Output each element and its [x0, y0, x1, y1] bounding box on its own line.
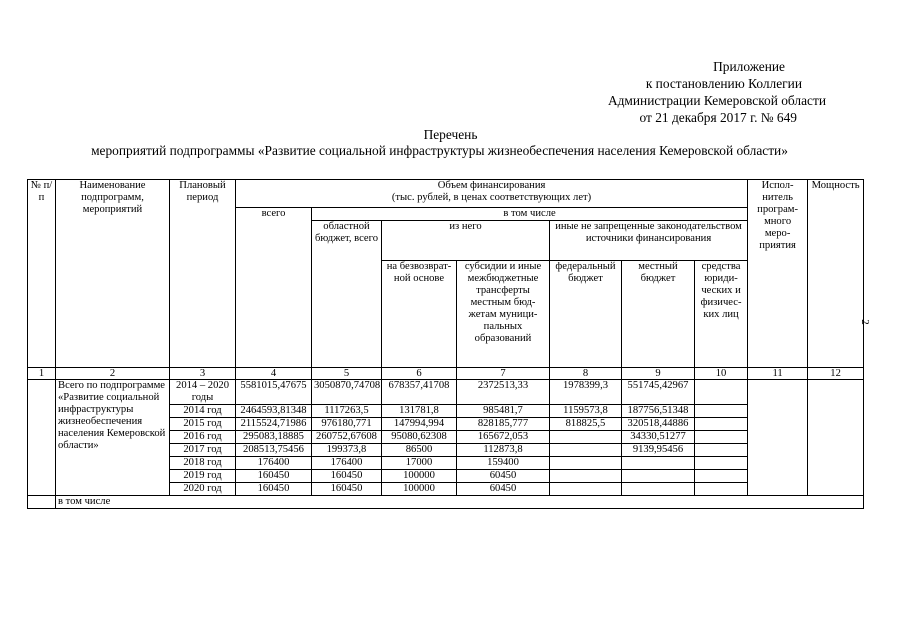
- column-numbers-row: [28, 368, 864, 380]
- subsidies-cell: 60450: [457, 470, 550, 483]
- federal-cell: [550, 470, 622, 483]
- federal-cell: 818825,5: [550, 418, 622, 431]
- legal-cell: [695, 470, 748, 483]
- local-cell: 9139,95456: [622, 444, 695, 457]
- header-funding: [236, 180, 748, 208]
- total-cell: 160450: [236, 483, 312, 496]
- period-cell: 2017 год: [170, 444, 236, 457]
- column-number: 8: [550, 368, 622, 380]
- total-cell: 208513,75456: [236, 444, 312, 457]
- regional-cell: 976180,771: [312, 418, 382, 431]
- subprogram-num-cell: [28, 380, 56, 496]
- regional-cell: 3050870,74708: [312, 380, 382, 405]
- column-number: 7: [457, 368, 550, 380]
- subprogram-name: Всего по подпрограмме «Развитие социальной инфраструктуры жизнеобеспечения населения Кемеровской области»: [56, 380, 170, 496]
- header-regional: областной бюджет, всего: [312, 221, 382, 368]
- legal-cell: [695, 431, 748, 444]
- header-period: Плановый период: [170, 180, 236, 368]
- nonrefundable-cell: 86500: [382, 444, 457, 457]
- table-row: [28, 380, 864, 405]
- including-num-cell: [28, 496, 56, 509]
- column-number: 6: [382, 368, 457, 380]
- period-cell: 2019 год: [170, 470, 236, 483]
- header-of-which: из него: [382, 221, 550, 261]
- column-number: 11: [748, 368, 808, 380]
- subsidies-cell: 112873,8: [457, 444, 550, 457]
- total-cell: 2464593,81348: [236, 405, 312, 418]
- header-nonrefundable: на безвозврат-ной основе: [382, 261, 457, 368]
- appendix-line-2: к постановлению Коллегии: [645, 76, 802, 91]
- appendix-line-3: Администрации Кемеровской области: [607, 93, 826, 108]
- subsidies-cell: 2372513,33: [457, 380, 550, 405]
- executor-cell: [748, 380, 808, 496]
- legal-cell: [695, 405, 748, 418]
- federal-cell: 1978399,3: [550, 380, 622, 405]
- column-number: 3: [170, 368, 236, 380]
- regional-cell: 160450: [312, 470, 382, 483]
- header-funding-subtitle: (тыс. рублей, в ценах соответствующих лет): [391, 192, 592, 203]
- header-legal-entities: средства юриди-ческих и физичес-ких лиц: [695, 261, 748, 368]
- period-cell: 2016 год: [170, 431, 236, 444]
- federal-cell: [550, 444, 622, 457]
- header-funding-title: Объем финансирования: [437, 180, 546, 191]
- nonrefundable-cell: 95080,62308: [382, 431, 457, 444]
- document-title: [0, 127, 905, 159]
- period-cell: 2014 год: [170, 405, 236, 418]
- header-subsidies: субсидии и иные межбюджетные трансферты местным бюд-жетам муници-пальных образований: [457, 261, 550, 368]
- total-cell: 295083,18885: [236, 431, 312, 444]
- regional-cell: 1117263,5: [312, 405, 382, 418]
- column-number: 4: [236, 368, 312, 380]
- including-row: [28, 496, 864, 509]
- column-number: 10: [695, 368, 748, 380]
- nonrefundable-cell: 100000: [382, 470, 457, 483]
- local-cell: [622, 457, 695, 470]
- column-number: 5: [312, 368, 382, 380]
- total-cell: 2115524,71986: [236, 418, 312, 431]
- legal-cell: [695, 457, 748, 470]
- appendix-line-4: от 21 декабря 2017 г. № 649: [639, 110, 797, 125]
- nonrefundable-cell: 17000: [382, 457, 457, 470]
- period-cell: 2014 – 2020 годы: [170, 380, 236, 405]
- subsidies-cell: 165672,053: [457, 431, 550, 444]
- legal-cell: [695, 380, 748, 405]
- header-other-sources: иные не запрещенные законодательством источники финансирования: [550, 221, 748, 261]
- header-including: в том числе: [312, 208, 748, 221]
- appendix-block: [520, 58, 826, 126]
- federal-cell: [550, 457, 622, 470]
- page-number: 2: [858, 319, 871, 325]
- header-capacity: Мощность: [808, 180, 864, 368]
- including-label: в том числе: [56, 496, 864, 509]
- period-cell: 2020 год: [170, 483, 236, 496]
- title-line-2: мероприятий подпрограммы «Развитие социальной инфраструктуры жизнеобеспечения населения Кемеровской области»: [91, 143, 788, 158]
- capacity-cell: [808, 380, 864, 496]
- column-number: 9: [622, 368, 695, 380]
- regional-cell: 260752,67608: [312, 431, 382, 444]
- regional-cell: 160450: [312, 483, 382, 496]
- total-cell: 176400: [236, 457, 312, 470]
- total-cell: 160450: [236, 470, 312, 483]
- local-cell: [622, 483, 695, 496]
- local-cell: 551745,42967: [622, 380, 695, 405]
- nonrefundable-cell: 147994,994: [382, 418, 457, 431]
- column-number: 2: [56, 368, 170, 380]
- federal-cell: 1159573,8: [550, 405, 622, 418]
- federal-cell: [550, 431, 622, 444]
- local-cell: [622, 470, 695, 483]
- header-name: Наименование подпрограмм, мероприятий: [56, 180, 170, 368]
- period-cell: 2018 год: [170, 457, 236, 470]
- nonrefundable-cell: 131781,8: [382, 405, 457, 418]
- nonrefundable-cell: 678357,41708: [382, 380, 457, 405]
- legal-cell: [695, 483, 748, 496]
- subsidies-cell: 828185,777: [457, 418, 550, 431]
- total-cell: 5581015,47675: [236, 380, 312, 405]
- regional-cell: 199373,8: [312, 444, 382, 457]
- local-cell: 187756,51348: [622, 405, 695, 418]
- column-number: 1: [28, 368, 56, 380]
- federal-cell: [550, 483, 622, 496]
- regional-cell: 176400: [312, 457, 382, 470]
- header-local: местный бюджет: [622, 261, 695, 368]
- appendix-line-1: Приложение: [713, 59, 785, 74]
- local-cell: 320518,44886: [622, 418, 695, 431]
- column-number: 12: [808, 368, 864, 380]
- period-cell: 2015 год: [170, 418, 236, 431]
- legal-cell: [695, 444, 748, 457]
- subsidies-cell: 985481,7: [457, 405, 550, 418]
- header-executor: Испол-нитель програм-много меро-приятия: [748, 180, 808, 368]
- activities-table: [27, 179, 864, 509]
- legal-cell: [695, 418, 748, 431]
- title-line-1: Перечень: [423, 127, 478, 142]
- subsidies-cell: 159400: [457, 457, 550, 470]
- nonrefundable-cell: 100000: [382, 483, 457, 496]
- local-cell: 34330,51277: [622, 431, 695, 444]
- subsidies-cell: 60450: [457, 483, 550, 496]
- header-num: № п/п: [28, 180, 56, 368]
- header-total: всего: [236, 208, 312, 368]
- header-federal: федеральный бюджет: [550, 261, 622, 368]
